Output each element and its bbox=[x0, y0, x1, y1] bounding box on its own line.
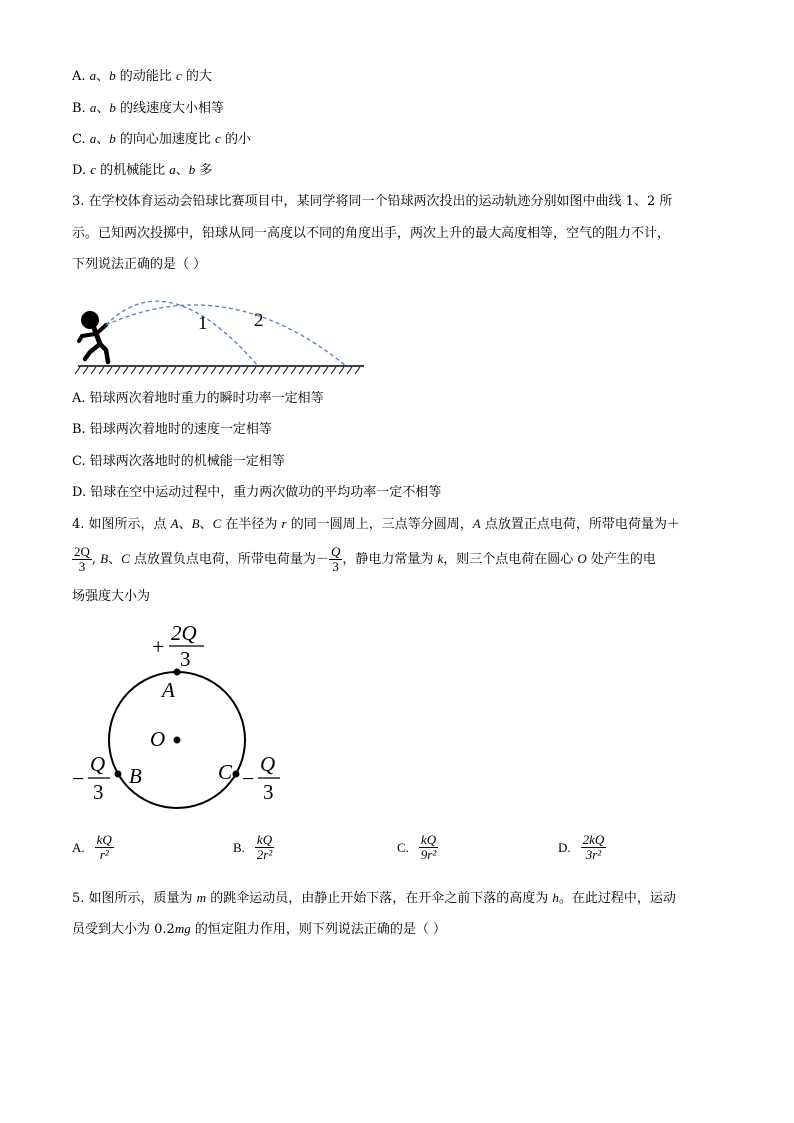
charge-fraction-negative: $\frac{Q}{3}$ bbox=[330, 544, 341, 574]
curve-2-label: 2 bbox=[254, 310, 264, 331]
q3-option-a: A. 铅球两次着地时重力的瞬时功率一定相等 bbox=[72, 391, 324, 406]
svg-text:−: − bbox=[242, 766, 255, 791]
q5-stem-line-2: 员受到大小为 0.2mg 的恒定阻力作用，则下列说法正确的是（ ） bbox=[72, 921, 446, 937]
q4-option-c: C. $\frac{kQ}{\text{9r²}}$ bbox=[397, 832, 437, 862]
svg-text:+: + bbox=[152, 634, 165, 659]
svg-text:2Q: 2Q bbox=[171, 621, 197, 645]
charge-b-label bbox=[72, 752, 110, 804]
q3-stem-line-1: 3. 在学校体育运动会铅球比赛项目中，某同学将同一个铅球两次投出的运动轨迹分别如图中曲线 1、2 所 bbox=[72, 194, 673, 209]
charge-fraction-positive: $\frac{2Q}{3}$ bbox=[74, 544, 90, 574]
label-b: B bbox=[129, 764, 142, 788]
q2-option-c: C. a、b 的向心加速度比 c 的小 bbox=[72, 131, 251, 147]
q4-stem-line-3: 场强度大小为 bbox=[72, 589, 151, 604]
charge-c-label bbox=[242, 752, 280, 804]
point-b bbox=[115, 771, 122, 778]
q3-option-b: B. 铅球两次着地时的速度一定相等 bbox=[72, 422, 272, 437]
trajectory-curve-1 bbox=[106, 301, 258, 366]
q3-option-d: D. 铅球在空中运动过程中，重力两次做功的平均功率一定不相等 bbox=[72, 485, 442, 500]
svg-text:3: 3 bbox=[180, 647, 191, 671]
q4-option-b: B. $\frac{kQ}{\text{2r²}}$ bbox=[233, 832, 273, 862]
q2-option-a: A. a、b 的动能比 c 的大 bbox=[72, 68, 212, 84]
q2-option-b: B. a、b 的线速度大小相等 bbox=[72, 100, 224, 116]
curve-1-label: 1 bbox=[198, 313, 208, 334]
point-o bbox=[174, 737, 181, 744]
q4-option-d: D. $\frac{2kQ}{\text{3r²}}$ bbox=[558, 832, 605, 862]
label-a: A bbox=[162, 678, 175, 702]
q4-stem-line-1: 4. 如图所示，点 A、B、C 在半径为 r 的同一圆周上，三点等分圆周，A 点放置正点电荷，所带电荷量为＋ bbox=[72, 516, 680, 532]
q3-stem-line-3: 下列说法正确的是（ ） bbox=[72, 257, 207, 272]
point-c bbox=[233, 771, 240, 778]
shot-put-figure bbox=[70, 282, 370, 378]
label-o: O bbox=[150, 727, 166, 751]
svg-text:Q: Q bbox=[260, 752, 276, 776]
svg-text:−: − bbox=[72, 766, 85, 791]
ground-hatching bbox=[75, 367, 360, 374]
label-c: C bbox=[218, 760, 233, 784]
charge-a-label bbox=[152, 621, 204, 671]
q5-stem-line-1: 5. 如图所示，质量为 m 的跳伞运动员，由静止开始下落，在开伞之前下落的高度为 h。在此过程中，运动 bbox=[72, 890, 676, 906]
charge-circle-figure bbox=[60, 615, 300, 815]
svg-text:3: 3 bbox=[263, 780, 274, 804]
q3-option-c: C. 铅球两次落地时的机械能一定相等 bbox=[72, 454, 285, 469]
q4-option-a: A. $\frac{kQ}{\text{r²}}$ bbox=[72, 832, 112, 862]
svg-text:Q: Q bbox=[90, 752, 106, 776]
thrower-figure bbox=[79, 311, 108, 362]
q2-option-d: D. c 的机械能比 a、b 多 bbox=[72, 162, 213, 178]
svg-text:3: 3 bbox=[93, 780, 104, 804]
q3-stem-line-2: 示。已知两次投掷中，铅球从同一高度以不同的角度出手，两次上升的最大高度相等，空气的阻力不计， bbox=[72, 226, 671, 241]
q4-stem-line-2: $\frac{2Q}{3}$ , B、C 点放置负点电荷，所带电荷量为－ $\frac{Q}{3}$ ，静电力常量为 k，则三个点电荷在圆心 O 处产生的电 bbox=[74, 544, 656, 574]
trajectory-curve-2 bbox=[106, 305, 346, 366]
